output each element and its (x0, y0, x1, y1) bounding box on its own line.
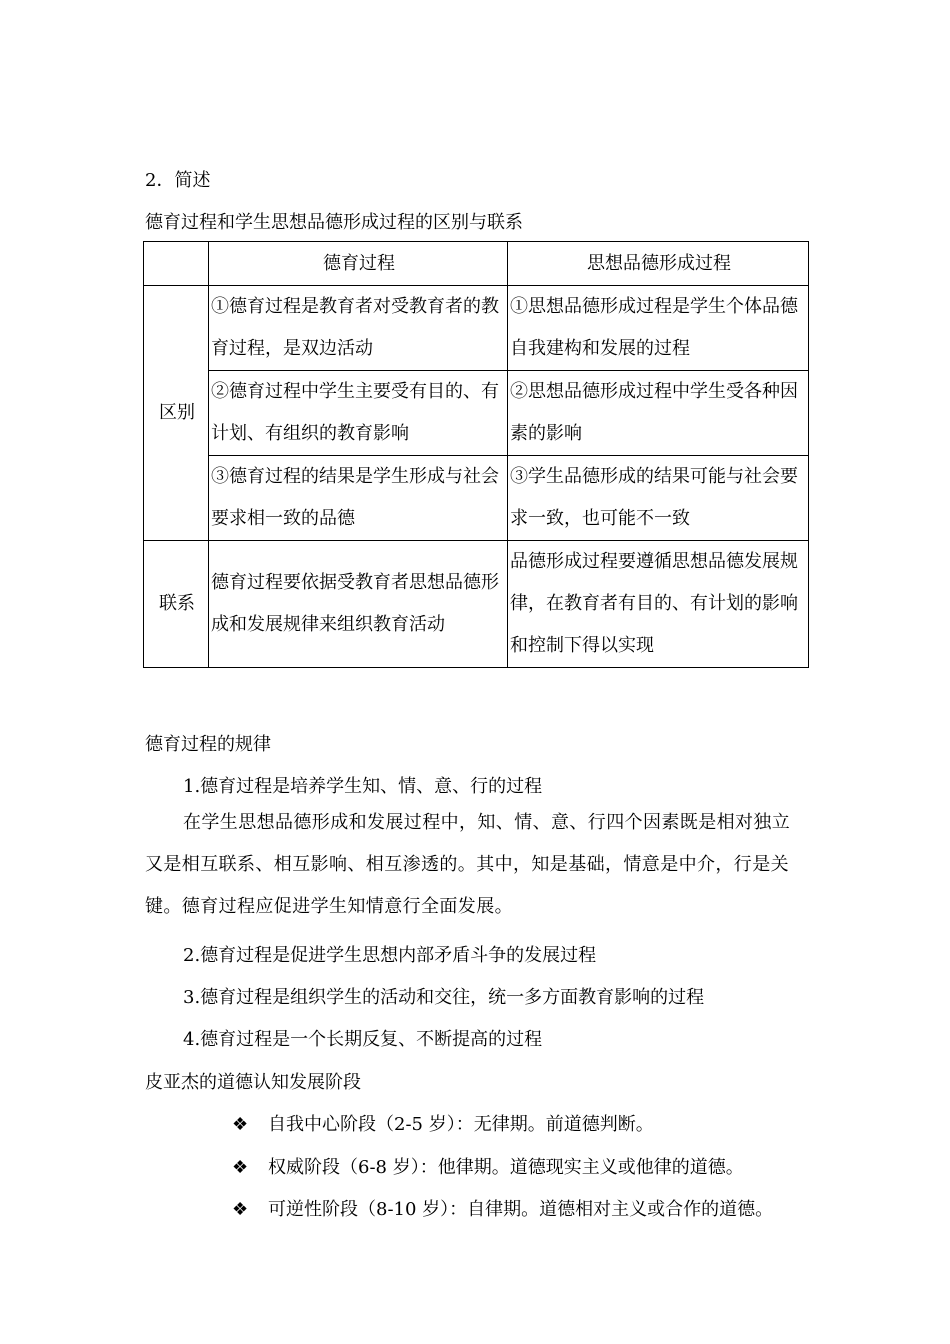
stage-text: 可逆性阶段（8-10 岁）：自律期。道德相对主义或合作的道德。 (268, 1199, 774, 1220)
list-item (232, 1195, 773, 1221)
rules-title: 德育过程的规律 (145, 734, 271, 755)
section-subtitle: 德育过程和学生思想品德形成过程的区别与联系 (145, 212, 523, 233)
table-header-row (144, 242, 809, 286)
table-cell: 品德形成过程要遵循思想品德发展规律，在教育者有目的、有计划的影响和控制下得以实现 (508, 541, 809, 668)
list-item (232, 1110, 654, 1136)
comparison-table (143, 241, 809, 668)
rule-item: 1.德育过程是培养学生知、情、意、行的过程 (183, 776, 543, 797)
piaget-title: 皮亚杰的道德认知发展阶段 (145, 1072, 361, 1093)
rule-item: 2.德育过程是促进学生思想内部矛盾斗争的发展过程 (183, 945, 597, 966)
table-cell: 德育过程要依据受教育者思想品德形成和发展规律来组织教育活动 (209, 541, 508, 668)
connection-label: 联系 (144, 541, 209, 668)
rule-item: 4.德育过程是一个长期反复、不断提高的过程 (183, 1029, 543, 1050)
table-cell: ②思想品德形成过程中学生受各种因素的影响 (508, 371, 809, 456)
rule-item: 3.德育过程是组织学生的活动和交往，统一多方面教育影响的过程 (183, 987, 705, 1008)
table-row (144, 286, 809, 371)
section-title: 2．简述 (145, 170, 211, 191)
distinction-label: 区别 (144, 286, 209, 541)
table-row (144, 456, 809, 541)
stage-text: 自我中心阶段（2-5 岁）：无律期。前道德判断。 (268, 1114, 654, 1135)
table-cell: ③德育过程的结果是学生形成与社会要求相一致的品德 (209, 456, 508, 541)
table-cell: ①思想品德形成过程是学生个体品德自我建构和发展的过程 (508, 286, 809, 371)
diamond-bullet-icon: ❖ (232, 1199, 249, 1220)
table-header-cell: 思想品德形成过程 (508, 242, 809, 286)
stage-text: 权威阶段（6-8 岁）：他律期。道德现实主义或他律的道德。 (268, 1157, 744, 1178)
table-header-cell (144, 242, 209, 286)
table-cell: ③学生品德形成的结果可能与社会要求一致，也可能不一致 (508, 456, 809, 541)
diamond-bullet-icon: ❖ (232, 1114, 249, 1135)
list-item (232, 1153, 744, 1179)
table-header-cell: 德育过程 (209, 242, 508, 286)
table-row (144, 371, 809, 456)
table-cell: ①德育过程是教育者对受教育者的教育过程，是双边活动 (209, 286, 508, 371)
rule-paragraph: 在学生思想品德形成和发展过程中，知、情、意、行四个因素既是相对独立又是相互联系、相互影响、相互渗透的。其中，知是基础，情意是中介，行是关键。德育过程应促进学生知情意行全面发展。 (145, 812, 791, 917)
table-cell: ②德育过程中学生主要受有目的、有计划、有组织的教育影响 (209, 371, 508, 456)
table-row (144, 541, 809, 668)
diamond-bullet-icon: ❖ (232, 1157, 249, 1178)
